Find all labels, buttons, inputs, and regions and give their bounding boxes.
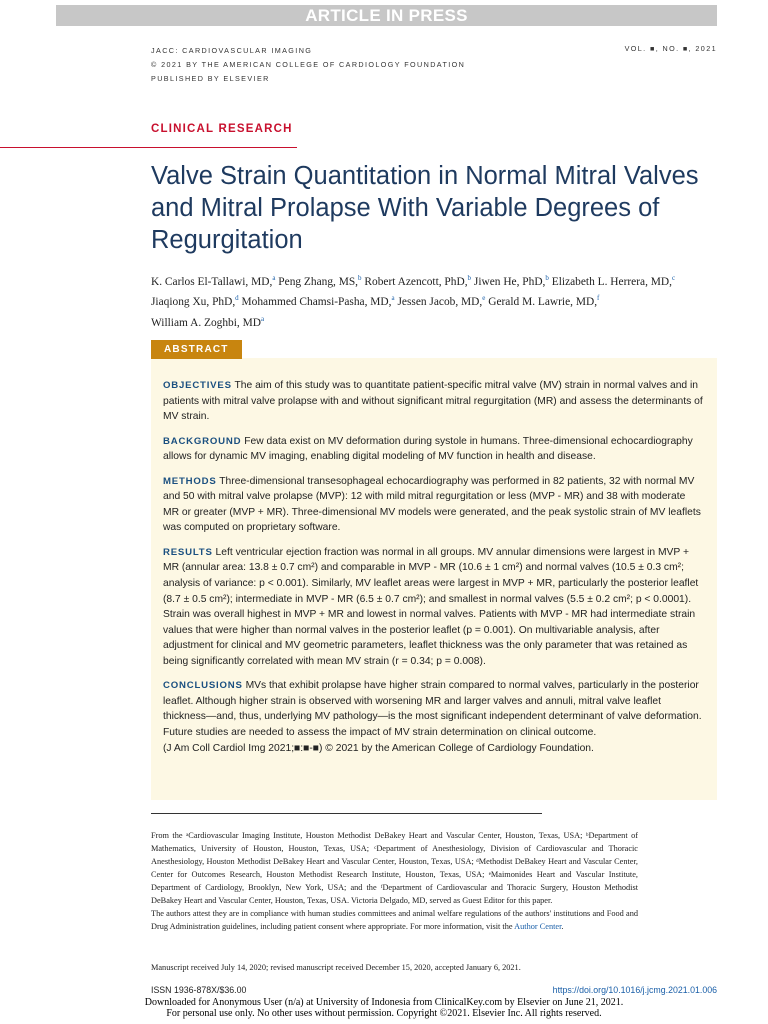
abstract-text: Few data exist on MV deformation during systole in humans. Three-dimensional echocardiography allows for dynamic MV imaging, enabling digital modeling of MV function in health and disease. [163, 435, 693, 463]
footnotes [151, 829, 638, 933]
author-affiliation: a [391, 294, 395, 303]
abstract-text: Left ventricular ejection fraction was normal in all groups. MV annular dimensions were largest in MVP + MR (annular area: 13.8 ± 0.7 cm²) and comparable in MVP - MR (10.6 ± 1 cm²) and normal valves (10.5 ± 0.3 cm²; analysis of variance: p < 0.001). Similarly, MV leaflet areas were largest in MVP + MR, particularly the posterior leaflet (8.7 ± 0.5 cm²); intermediate in MVP - MR (6.5 ± 0.7 cm²); and smallest in normal valves (5.5 ± 0.2 cm²; p < 0.0001). Strain was overall highest in MVP + MR and lowest in normal valves. Patients with MVP - MR had intermediate strain values that were higher than normal valves in the posterior leaflet (p = 0.001). On multivariable analysis, after adjustment for clinical and MV geometric parameters, leaflet thickness was the only parameter that was retained as being significantly correlated with mean MV strain (r = 0.34; p = 0.008). [163, 546, 699, 667]
author-name: Robert Azencott, PhD, [364, 275, 468, 288]
author-affiliation: c [671, 274, 676, 282]
download-notice [0, 997, 768, 1019]
abstract-heading: OBJECTIVES [163, 380, 232, 391]
journal-name: JACC: CARDIOVASCULAR IMAGING [151, 46, 313, 55]
abstract-text: The aim of this study was to quantitate patient-specific mitral valve (MV) strain in normal valves and in patients with mitral valve prolapse with and without significant mitral regurgitation (MR) and assess the determinants of MV strain. [163, 380, 703, 423]
author-affiliation: a [260, 314, 265, 323]
volume-info: VOL. ■, NO. ■, 2021 [624, 44, 717, 53]
abstract-heading: RESULTS [163, 546, 213, 558]
journal-publisher: PUBLISHED BY ELSEVIER [151, 74, 270, 83]
issn: ISSN 1936-878X/$36.00 [151, 985, 247, 995]
article-title: Valve Strain Quantitation in Normal Mitral Valves and Mitral Prolapse With Variable Degrees of Regurgitation [151, 162, 699, 254]
abstract-objectives [163, 378, 703, 425]
author-list [151, 270, 711, 331]
abstract-text: MVs that exhibit prolapse have higher strain compared to normal valves, particularly in the posterior leaflet. Although higher strain is observed with worsening MR and larger valves and annuli, mitral valve leaflet thickness—and, thus, underlying MV pathology—is the most significant independent determinant of valve deformation. Future studies are needed to assess the impact of MV strain determination on clinical outcome. [163, 680, 702, 739]
author-name: Gerald M. Lawrie, MD, [488, 296, 598, 309]
author-name: K. Carlos El-Tallawi, MD, [151, 275, 273, 288]
attestation-note [151, 907, 638, 933]
manuscript-dates: Manuscript received July 14, 2020; revised manuscript received December 15, 2020, accepted January 6, 2021. [151, 963, 521, 972]
section-divider [0, 147, 297, 148]
author-name: Jiwen He, PhD, [473, 275, 546, 288]
article-in-press-banner: ARTICLE IN PRESS [56, 5, 717, 26]
author-center-link[interactable]: Author Center [514, 922, 562, 931]
author-affiliation: e [482, 294, 486, 303]
abstract-citation: (J Am Coll Cardiol Img 2021;■:■-■) © 2021 by the American College of Cardiology Foundation. [163, 742, 594, 754]
abstract-label: ABSTRACT [151, 340, 242, 359]
abstract-heading: CONCLUSIONS [163, 680, 243, 692]
abstract-text: Three-dimensional transesophageal echocardiography was performed in 82 patients, 32 with normal MV and 50 with mitral valve prolapse (MVP): 12 with mild mitral regurgitation or less (MVP - MR) and 38 with moderate MR or greater (MVP + MR). Three-dimensional MV models were generated, and the peak systolic strain of MV leaflets was computed on proprietary software. [163, 475, 701, 534]
doi-link[interactable]: https://doi.org/10.1016/j.jcmg.2021.01.006 [552, 985, 717, 995]
journal-meta [151, 44, 465, 86]
section-label: CLINICAL RESEARCH [151, 123, 293, 135]
abstract-heading: METHODS [163, 475, 217, 487]
author-name: Jessen Jacob, MD, [397, 296, 483, 309]
abstract-heading: BACKGROUND [163, 435, 242, 447]
abstract-conclusions [163, 678, 703, 740]
attestation-end: . [561, 922, 564, 931]
author-name: Elizabeth L. Herrera, MD, [551, 275, 672, 288]
attestation-text: The authors attest they are in compliance with human studies committees and animal welfare regulations of the authors' institutions and Food and Drug Administration guidelines, including patient consent where appropriate. For more information, visit the [151, 909, 638, 931]
author-affiliation: f [597, 294, 600, 303]
author-name: Jiaqiong Xu, PhD, [151, 296, 236, 309]
author-affiliation: a [272, 274, 276, 282]
author-name: William A. Zoghbi, MD [151, 316, 261, 329]
author-name: Peng Zhang, MS, [278, 275, 359, 288]
abstract-results [163, 545, 703, 670]
author-affiliation: b [358, 274, 362, 282]
footnote-divider [151, 813, 542, 814]
abstract-methods [163, 474, 703, 536]
author-affiliation: b [545, 274, 549, 282]
affiliations-note: From the ᵃCardiovascular Imaging Institute, Houston Methodist DeBakey Heart and Vascular Center, Houston, Texas, USA; ᵇDepartment of Mathematics, University of Houston, Houston, Texas, USA; ᶜDepartment of Anesthesiology, Division of Cardiovascular and Thoracic Anesthesiology, Houston Methodist DeBakey Heart and Vascular Center, Houston, Texas, USA; ᵈMethodist DeBakey Heart and Vascular Center, Center for Outcomes Research, Houston Methodist Research Institute, Houston, Texas, USA; ᵉMaimonides Heart and Vascular Institute, Department of Cardiology, Brooklyn, New York, USA; and the ᶠDepartment of Cardiovascular and Thoracic Surgery, Houston Methodist DeBakey Heart and Vascular Center, Houston, Texas, USA. Victoria Delgado, MD, served as Guest Editor for this paper. [151, 831, 638, 905]
download-line: Downloaded for Anonymous User (n/a) at University of Indonesia from ClinicalKey.com by Elsevier on June 21, 2021. [144, 997, 624, 1008]
author-name: Mohammed Chamsi-Pasha, MD, [241, 296, 392, 309]
abstract-background [163, 434, 703, 465]
author-affiliation: b [467, 274, 472, 282]
copyright-line: For personal use only. No other uses without permission. Copyright ©2021. Elsevier Inc. All rights reserved. [166, 1008, 602, 1019]
abstract-body [163, 378, 703, 756]
author-affiliation: d [235, 294, 239, 303]
journal-copyright: © 2021 BY THE AMERICAN COLLEGE OF CARDIOLOGY FOUNDATION [151, 60, 466, 69]
